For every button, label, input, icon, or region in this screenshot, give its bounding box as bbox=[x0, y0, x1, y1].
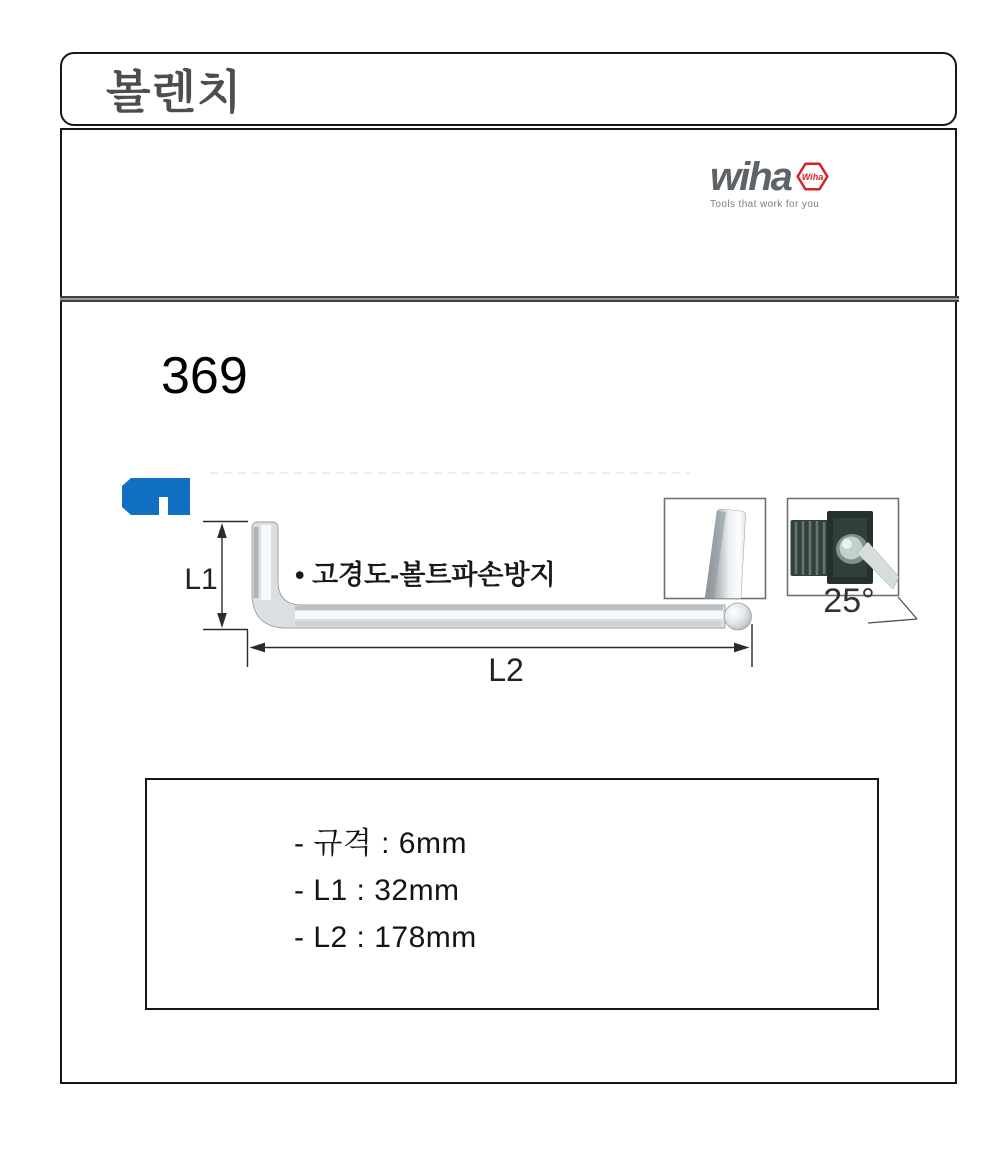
brand-tagline: Tools that work for you bbox=[710, 199, 820, 210]
brand-badge-text: Wiha bbox=[801, 172, 824, 183]
dimension-l1-label: L1 bbox=[184, 563, 218, 596]
page-title: 볼렌치 bbox=[106, 66, 243, 118]
page-title-box bbox=[60, 52, 957, 126]
hex-bit-icon bbox=[122, 478, 190, 515]
brand-hexagon-icon bbox=[796, 160, 829, 193]
brand-logo bbox=[710, 155, 840, 210]
logo-band bbox=[60, 128, 957, 296]
spec-l2: - L2 : 178mm bbox=[294, 921, 477, 954]
spec-l1: - L1 : 32mm bbox=[294, 874, 460, 907]
spec-box bbox=[145, 778, 879, 1010]
brand-wordmark: wiha bbox=[710, 155, 791, 199]
product-code: 369 bbox=[161, 347, 248, 405]
dimension-l2-label: L2 bbox=[488, 652, 524, 688]
detail-box-hex-tip bbox=[665, 499, 766, 599]
ball-end bbox=[725, 603, 752, 630]
hex-key-diagram bbox=[100, 440, 960, 702]
angle-label: 25° bbox=[823, 582, 875, 620]
spec-size: - 규격 : 6mm bbox=[294, 827, 467, 860]
feature-note: • 고경도-볼트파손방지 bbox=[295, 560, 556, 590]
